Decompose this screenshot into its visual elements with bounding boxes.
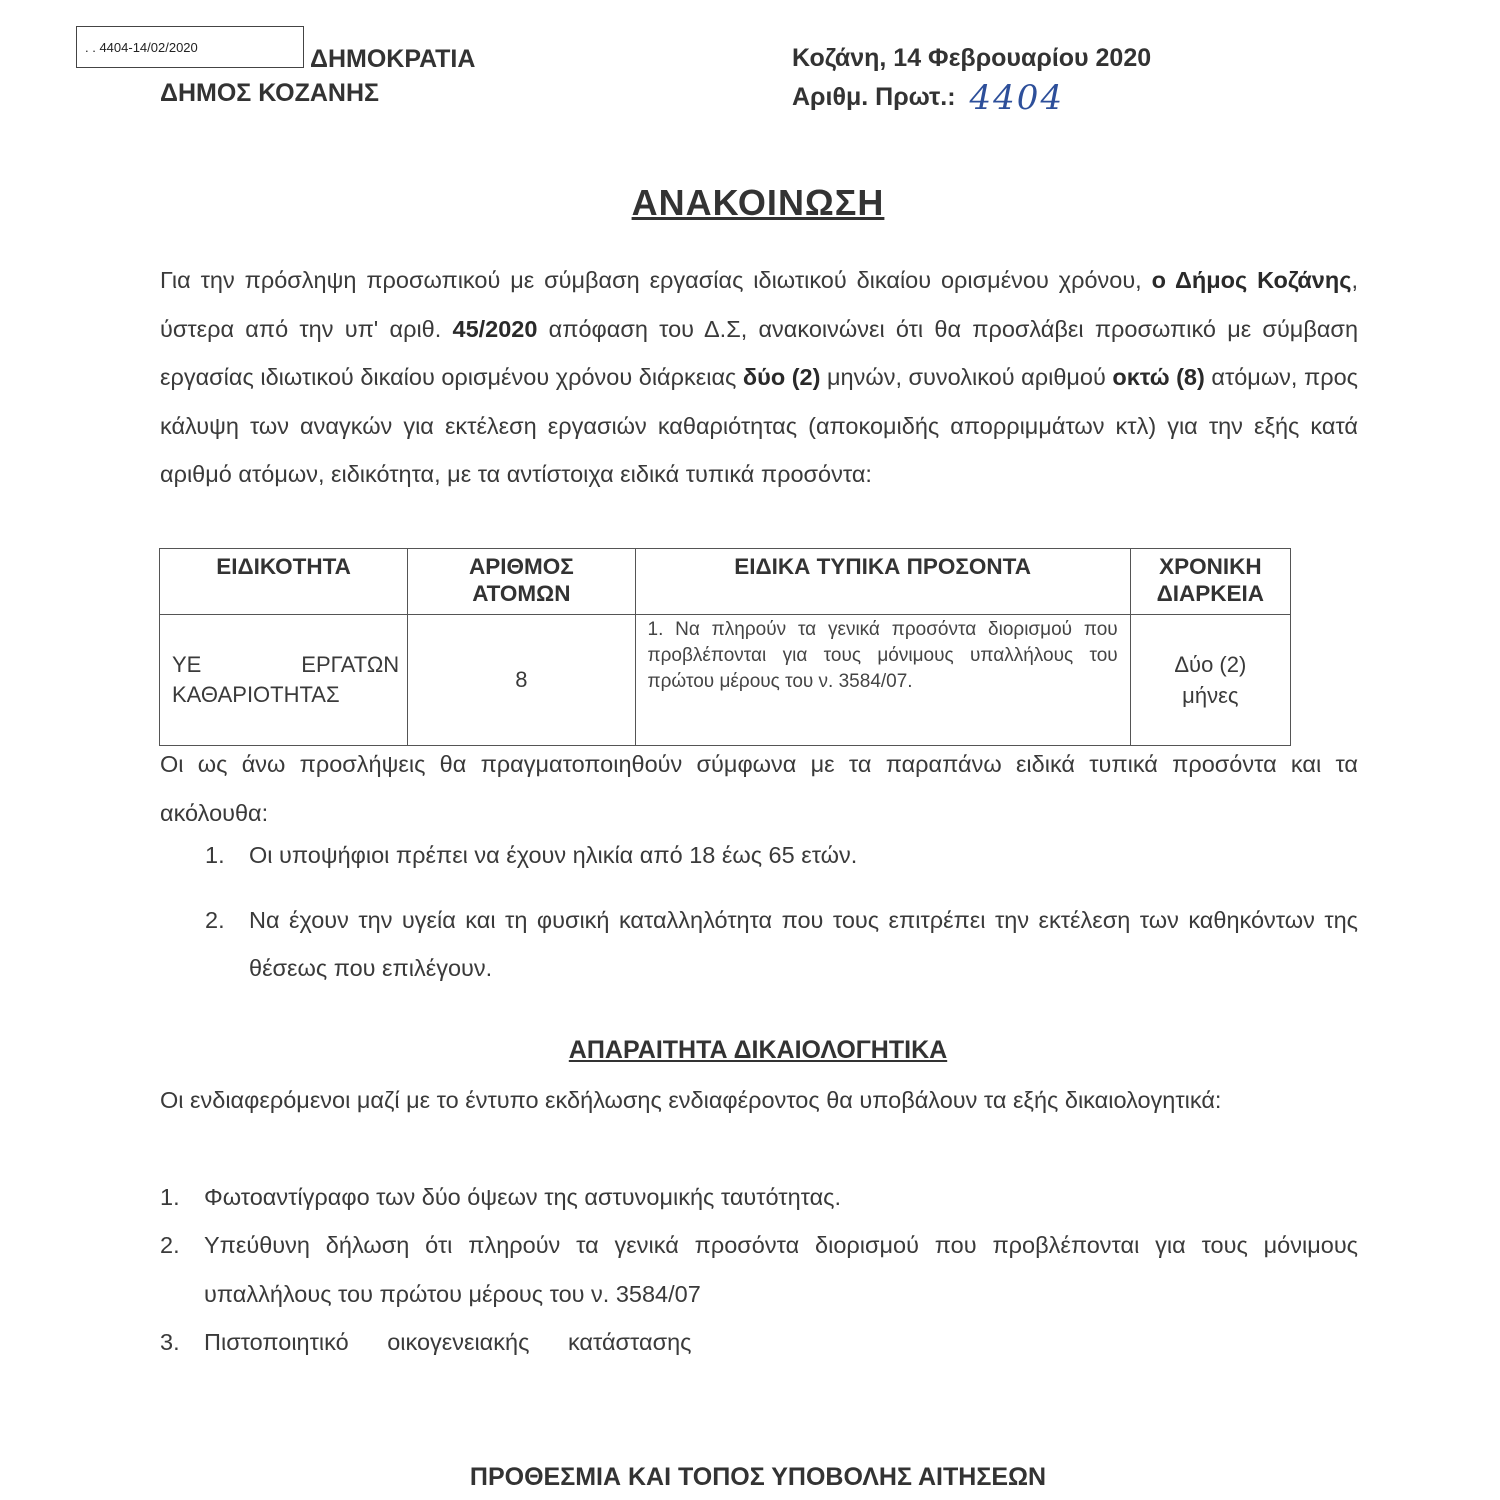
header-duration [1130,549,1290,615]
condition-item [205,896,1358,992]
document-date: Κοζάνη, 14 Φεβρουαρίου 2020 [792,44,1152,72]
cell-duration [1130,615,1290,746]
document-number: 3. [160,1329,180,1355]
document-item [160,1318,1358,1367]
intro-text-5: ατόμων, προς κάλυψη των αναγκών για εκτέλεση εργασιών καθαριότητας (αποκομιδής απορριμμάτων κτλ) για την εξής κατά αριθμό ατόμων, ειδικότητα, με τα αντίστοιχα ειδικά τυπικά προσόντα: [160,364,1358,487]
document-text: Υπεύθυνη δήλωση ότι πληρούν τα γενικά προσόντα διορισμού που προβλέπονται για τους μόνιμους υπαλλήλους του πρώτου μέρους του ν. 3584/07 [204,1232,1358,1307]
condition-text: Οι υποψήφιοι πρέπει να έχουν ηλικία από 18 έως 65 ετών. [249,842,858,868]
header-count [408,549,635,615]
table-row [160,615,1291,746]
intro-text-1: Για την πρόσληψη προσωπικού με σύμβαση εργασίας ιδιωτικού δικαίου ορισμένου χρόνου, [160,267,1152,293]
cell-duration-line1: Δύο (2) [1174,652,1247,677]
date-protocol-block [792,40,1152,118]
document-text: Φωτοαντίγραφο των δύο όψεων της αστυνομικής ταυτότητας. [204,1184,842,1210]
condition-text: Να έχουν την υγεία και τη φυσική καταλληλότητα που τους επιτρέπει την εκτέλεση των καθηκόντων της θέσεως που επιλέγουν. [249,907,1358,981]
intro-headcount: οκτώ (8) [1112,364,1205,390]
intro-paragraph [160,256,1358,499]
condition-number: 2. [205,907,225,933]
intro-text-2: , ύστερα από την υπ' αριθ. [160,267,1358,342]
protocol-stamp: . . 4404-14/02/2020 [76,26,304,68]
document-item [160,1173,1358,1222]
positions-table [159,548,1291,746]
documents-section-title: ΑΠΑΡΑΙΤΗΤΑ ΔΙΚΑΙΟΛΟΓΗΤΙΚΑ [568,1036,948,1064]
documents-intro: Οι ενδιαφερόμενοι μαζί με το έντυπο εκδήλωσης ενδιαφέροντος θα υποβάλουν τα εξής δικαιολογητικά: [160,1087,1222,1113]
issuer-republic: ΔΗΜΟΚΡΑΤΙΑ [310,45,476,73]
protocol-line [792,76,1151,118]
header-specialty: ΕΙΔΙΚΟΤΗΤΑ [160,549,408,615]
document-number: 2. [160,1232,180,1258]
intro-text-3: απόφαση του Δ.Σ, ανακοινώνει ότι θα προσλάβει προσωπικό με σύμβαση εργασίας ιδιωτικού δικαίου ορισμένου χρόνου διάρκειας [160,315,1359,390]
cell-count: 8 [408,615,635,746]
cell-duration-line2: μήνες [1182,683,1239,708]
condition-item [205,842,1358,869]
header-count-line1: ΑΡΙΘΜΟΣ [468,554,574,579]
intro-decision-number: 45/2020 [452,315,538,342]
issuer-municipality: ΔΗΜΟΣ ΚΟΖΑΝΗΣ [160,79,380,107]
header-duration-line1: ΧΡΟΝΙΚΗ [1159,554,1262,579]
intro-municipality: ο Δήμος Κοζάνης [1151,267,1352,293]
header-qualifications: ΕΙΔΙΚΑ ΤΥΠΙΚΑ ΠΡΟΣΟΝΤΑ [635,549,1130,615]
condition-number: 1. [205,842,225,868]
header-duration-line2: ΔΙΑΡΚΕΙΑ [1156,581,1265,606]
protocol-number: 4404 [969,78,1065,118]
table-header-row [160,549,1291,615]
document-item [160,1221,1358,1318]
document-number: 1. [160,1184,180,1210]
deadline-section-title: ΠΡΟΘΕΣΜΙΑ ΚΑΙ ΤΟΠΟΣ ΥΠΟΒΟΛΗΣ ΑΙΤΗΣΕΩΝ [469,1463,1047,1491]
document-text: Πιστοποιητικό οικογενειακής κατάστασης [204,1329,692,1355]
protocol-label: Αριθμ. Πρωτ.: [792,83,956,111]
after-table-paragraph: Οι ως άνω προσλήψεις θα πραγματοποιηθούν σύμφωνα με τα παραπάνω ειδικά τυπικά προσόντα και τα ακόλουθα: [160,751,1358,826]
header-count-line2: ΑΤΟΜΩΝ [472,581,571,606]
intro-text-4: μηνών, συνολικού αριθμού [820,364,1113,390]
intro-duration: δύο (2) [742,364,821,390]
cell-specialty: ΥΕ ΕΡΓΑΤΩΝ ΚΑΘΑΡΙΟΤΗΤΑΣ [160,615,408,746]
cell-qualifications: 1. Να πληρούν τα γενικά προσόντα διορισμού που προβλέπονται για τους μόνιμους υπαλλήλους του πρώτου μέρους του ν. 3584/07. [635,615,1130,746]
document-title: ΑΝΑΚΟΙΝΩΣΗ [631,182,885,223]
